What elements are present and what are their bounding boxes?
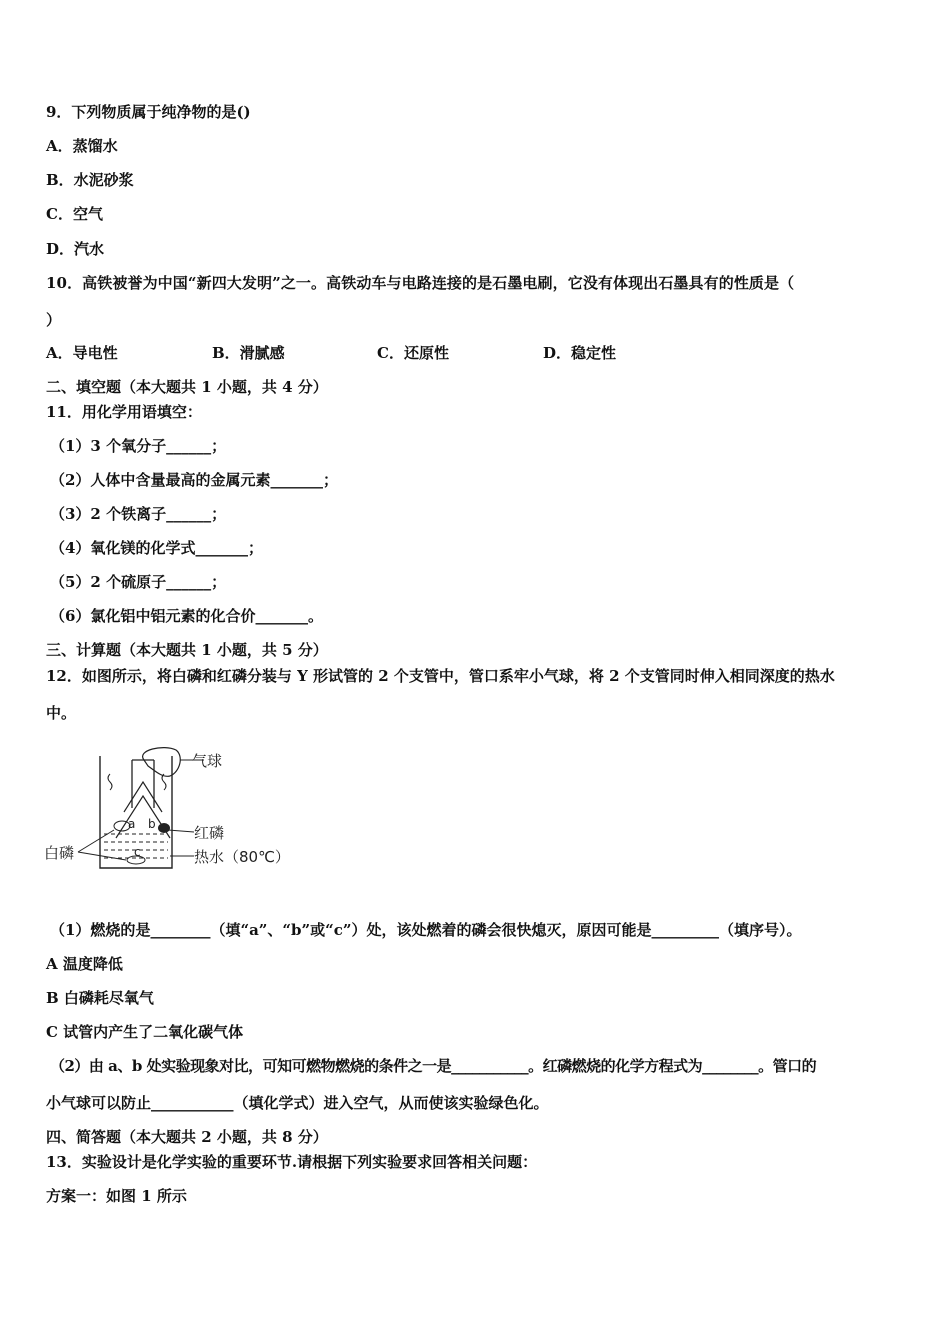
section-3-title: 三、计算题（本大题共 1 小题，共 5 分） [46, 641, 328, 659]
q12-part2-line1: （2）由 a、b 处实验现象对比，可知可燃物燃烧的条件之一是___________。红磷燃烧的化学方程式为________。管口的 [50, 1057, 817, 1075]
q11-item-2: （2）人体中含量最高的金属元素_______； [50, 471, 338, 489]
q11-item-5: （5）2 个硫原子______； [50, 573, 227, 591]
q10-stem-end: ） [46, 311, 62, 329]
q11-item-1: （1）3 个氧分子______； [50, 437, 227, 455]
q9-option-c: C．空气 [46, 205, 103, 223]
q12-choice-c: C 试管内产生了二氧化碳气体 [46, 1023, 244, 1041]
white-p-leader-1 [78, 830, 114, 852]
q12-part1: （1）燃烧的是________（填“a”、“b”或“c”）处，该处燃着的磷会很快熄灭，原因可能是_________（填序号）。 [50, 921, 802, 939]
q12-stem: 12．如图所示，将白磷和红磷分装与 Y 形试管的 2 个支管中，管口系牢小气球，将 2 个支管同时伸入相同深度的热水 [46, 667, 835, 685]
label-a: a [128, 817, 136, 831]
experiment-figure [44, 742, 304, 882]
red-phosphorus-b [158, 823, 170, 833]
label-red-phosphorus: 红磷 [194, 824, 225, 842]
q10-option-c: C．还原性 [377, 344, 449, 362]
q11-item-3: （3）2 个铁离子______； [50, 505, 227, 523]
q9-option-a: A．蒸馏水 [46, 137, 118, 155]
q10-option-a: A．导电性 [46, 344, 118, 362]
q10-stem: 10．高铁被誉为中国“新四大发明”之一。高铁动车与电路连接的是石墨电刷，它没有体现出石墨具有的性质是（ [46, 274, 795, 292]
q12-choice-a: A 温度降低 [46, 955, 123, 973]
label-balloon: 气球 [192, 752, 223, 770]
q12-stem-end: 中。 [46, 704, 77, 722]
q12-part2-line2: 小气球可以防止___________（填化学式）进入空气，从而使该实验绿色化。 [46, 1094, 549, 1112]
q11-stem: 11．用化学用语填空： [46, 403, 202, 421]
q10-option-b: B．滑腻感 [212, 344, 285, 362]
q11-item-4: （4）氧化镁的化学式_______； [50, 539, 263, 557]
white-p-leader-2 [78, 852, 126, 860]
section-4-title: 四、简答题（本大题共 2 小题，共 8 分） [46, 1128, 328, 1146]
label-c: c [134, 845, 141, 859]
q13-stem: 13．实验设计是化学实验的重要环节.请根据下列实验要求回答相关问题： [46, 1153, 538, 1171]
q12-choice-b: B 白磷耗尽氧气 [46, 989, 154, 1007]
q10-option-d: D．稳定性 [543, 344, 617, 362]
label-white-phosphorus: 白磷 [44, 844, 75, 862]
balloon-shape [143, 748, 181, 777]
q9-option-d: D．汽水 [46, 240, 105, 258]
label-hot-water: 热水（80℃） [194, 848, 290, 866]
q11-item-6: （6）氯化铝中铝元素的化合价_______。 [50, 607, 323, 625]
q9-option-b: B．水泥砂浆 [46, 171, 134, 189]
section-2-title: 二、填空题（本大题共 1 小题，共 4 分） [46, 378, 328, 396]
q9-stem: 9．下列物质属于纯净物的是() [46, 103, 251, 121]
q13-plan: 方案一：如图 1 所示 [46, 1187, 187, 1205]
heat-wavy-1 [108, 774, 112, 790]
label-b: b [148, 817, 156, 831]
